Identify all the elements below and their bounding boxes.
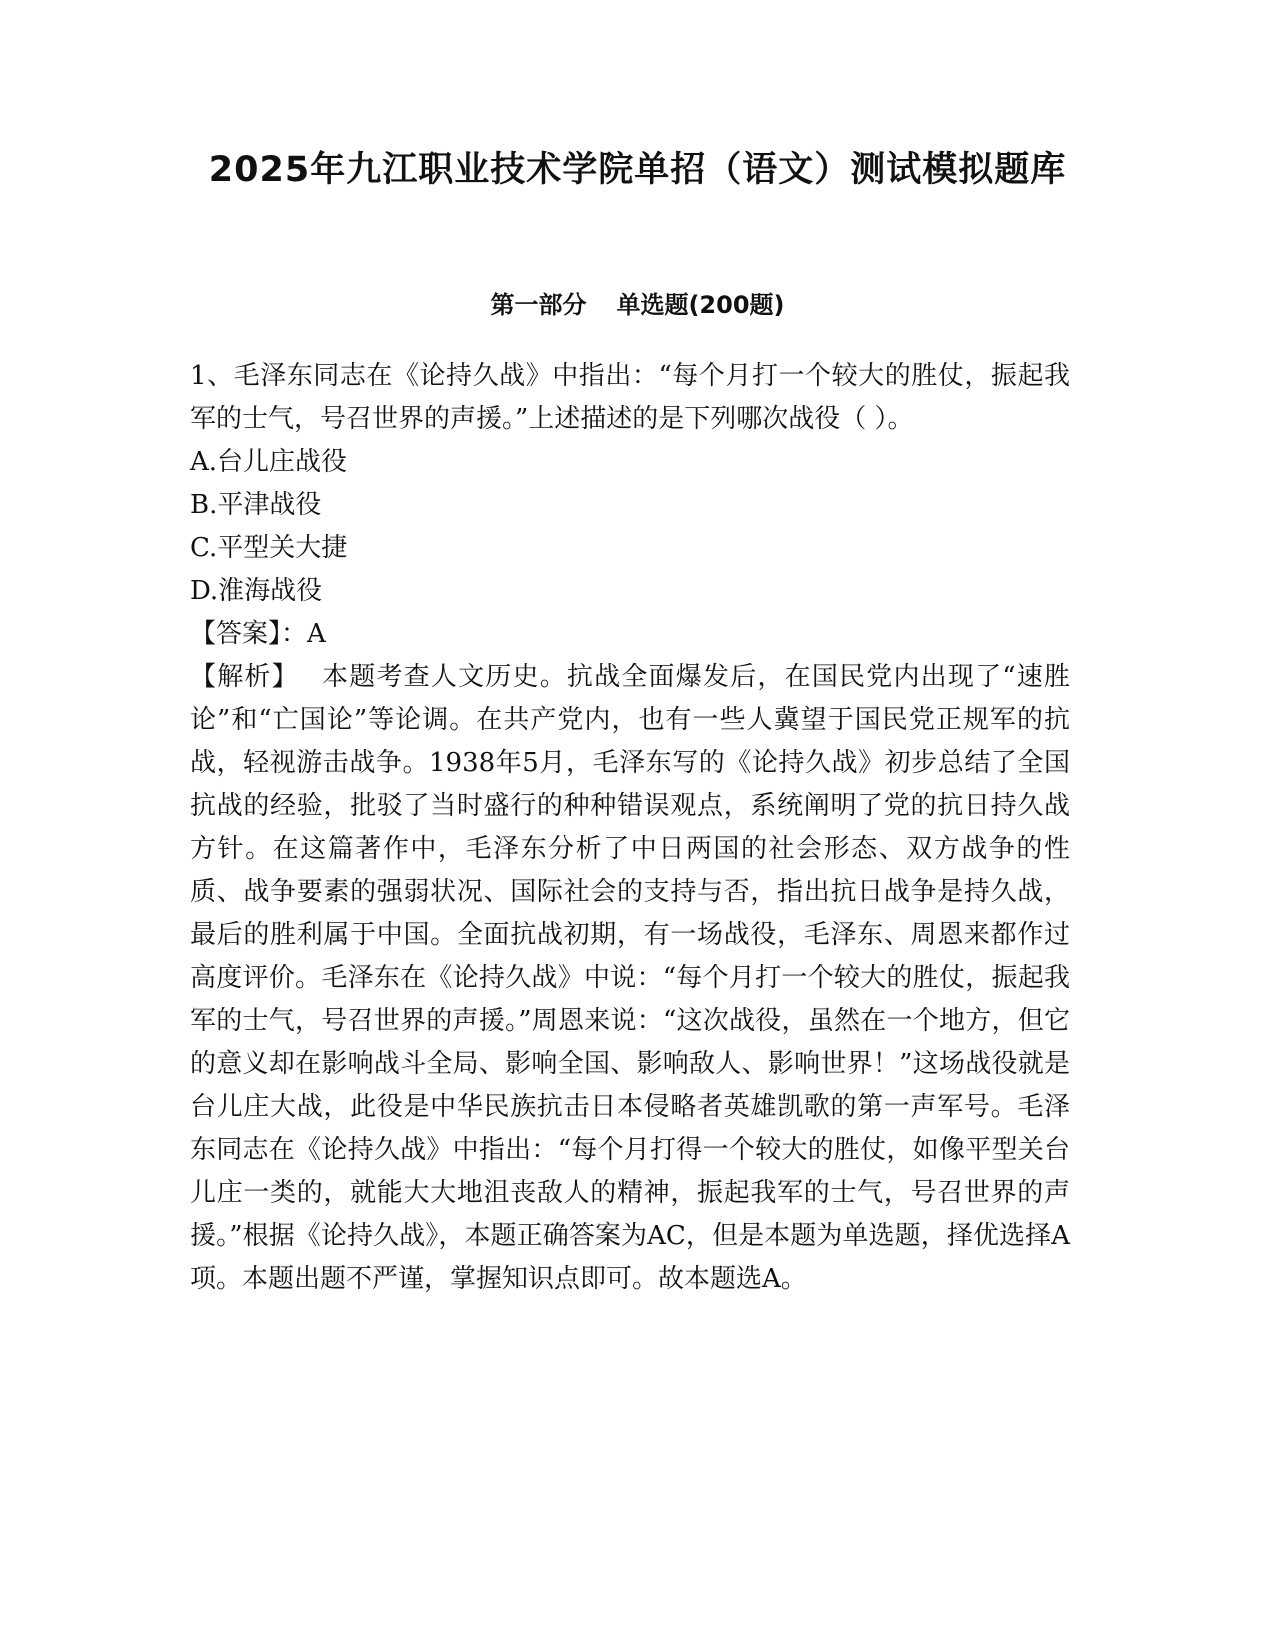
question-block <box>190 355 1070 1301</box>
document-title: 2025年九江职业技术学院单招（语文）测试模拟题库 <box>208 150 1067 190</box>
analysis-label: 【解析】 <box>190 662 299 692</box>
option-a: A.台儿庄战役 <box>190 447 348 477</box>
analysis-paragraph <box>190 656 1070 1301</box>
section-heading <box>0 288 1275 322</box>
answer-line <box>190 613 1070 656</box>
option-c: C.平型关大捷 <box>190 533 348 563</box>
answer-value: A <box>307 619 326 649</box>
option-b: B.平津战役 <box>190 490 322 520</box>
option-d: D.淮海战役 <box>190 576 323 606</box>
analysis-text: 本题考查人文历史。抗战全面爆发后，在国民党内出现了“速胜论”和“亡国论”等论调。在共产党内，也有一些人冀望于国民党正规军的抗战，轻视游击战争。1938年5月，毛泽东写的《论持久战》初步总结了全国抗战的经验，批驳了当时盛行的种种错误观点，系统阐明了党的抗日持久战方针。在这篇著作中，毛泽东分析了中日两国的社会形态、双方战争的性质、战争要素的强弱状况、国际社会的支持与否，指出抗日战争是持久战，最后的胜利属于中国。全面抗战初期，有一场战役，毛泽东、周恩来都作过高度评价。毛泽东在《论持久战》中说：“每个月打一个较大的胜仗，振起我军的士气，号召世界的声援。”周恩来说：“这次战役，虽然在一个地方，但它的意义却在影响战斗全局、影响全国、影响敌人、影响世界！”这场战役就是台儿庄大战，此役是中华民族抗击日本侵略者英雄凯歌的第一声军号。毛泽东同志在《论持久战》中指出：“每个月打得一个较大的胜仗，如像平型关台儿庄一类的，就能大大地沮丧敌人的精神，振起我军的士气，号召世界的声援。”根据《论持久战》，本题正确答案为AC，但是本题为单选题，择优选择A项。本题出题不严谨，掌握知识点即可。故本题选A。 <box>190 662 1070 1294</box>
section-label: 第一部分 <box>490 291 587 319</box>
answer-label: 【答案】： <box>190 619 308 649</box>
question-stem: 1、毛泽东同志在《论持久战》中指出：“每个月打一个较大的胜仗，振起我军的士气，号召世界的声援。”上述描述的是下列哪次战役（ ）。 <box>190 361 1070 434</box>
section-name: 单选题(200题) <box>616 291 785 319</box>
